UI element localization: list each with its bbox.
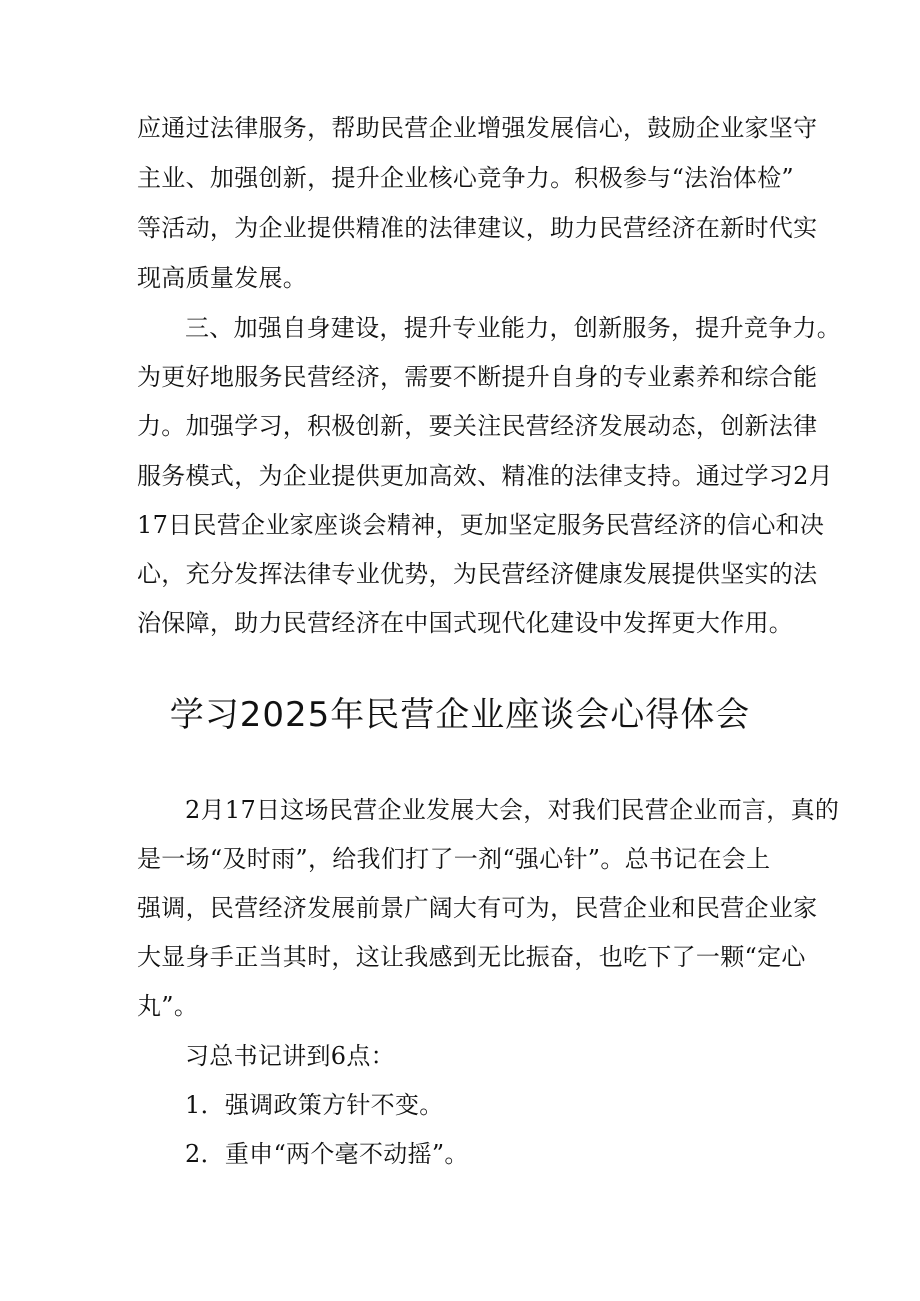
- text-line: 三、加强自身建设，提升专业能力，创新服务，提升竞争力。: [185, 314, 842, 342]
- text-line: 力。加强学习，积极创新，要关注民营经济发展动态，创新法律: [137, 412, 818, 440]
- text-line: 17日民营企业家座谈会精神，更加坚定服务民营经济的信心和决: [137, 511, 825, 539]
- text-line: 服务模式，为企业提供更加高效、精准的法律支持。通过学习2月: [137, 462, 833, 490]
- text-line: 大显身手正当其时，这让我感到无比振奋，也吃下了一颗“定心: [137, 943, 806, 971]
- text-line: 2月17日这场民营企业发展大会，对我们民营企业而言，真的: [185, 796, 840, 824]
- list-item: 1．强调政策方针不变。: [185, 1091, 444, 1119]
- list-intro: 习总书记讲到6点：: [185, 1042, 395, 1070]
- text-line: 主业、加强创新，提升企业核心竞争力。积极参与“法治体检”: [137, 164, 794, 192]
- text-line: 治保障，助力民营经济在中国式现代化建设中发挥更大作用。: [137, 609, 794, 637]
- text-line: 是一场“及时雨”，给我们打了一剂“强心针”。总书记在会上: [137, 845, 771, 873]
- text-line: 心，充分发挥法律专业优势，为民营经济健康发展提供坚实的法: [137, 560, 818, 588]
- text-line: 为更好地服务民营经济，需要不断提升自身的专业素养和综合能: [137, 363, 818, 391]
- text-line: 等活动，为企业提供精准的法律建议，助力民营经济在新时代实: [137, 214, 818, 242]
- text-line: 应通过法律服务，帮助民营企业增强发展信心，鼓励企业家坚守: [137, 114, 818, 142]
- text-line: 强调，民营经济发展前景广阔大有可为，民营企业和民营企业家: [137, 894, 818, 922]
- text-line: 丸”。: [137, 992, 199, 1020]
- list-item: 2．重申“两个毫不动摇”。: [185, 1140, 469, 1168]
- document-title: 学习2025年民营企业座谈会心得体会: [169, 695, 751, 735]
- text-line: 现高质量发展。: [137, 264, 308, 292]
